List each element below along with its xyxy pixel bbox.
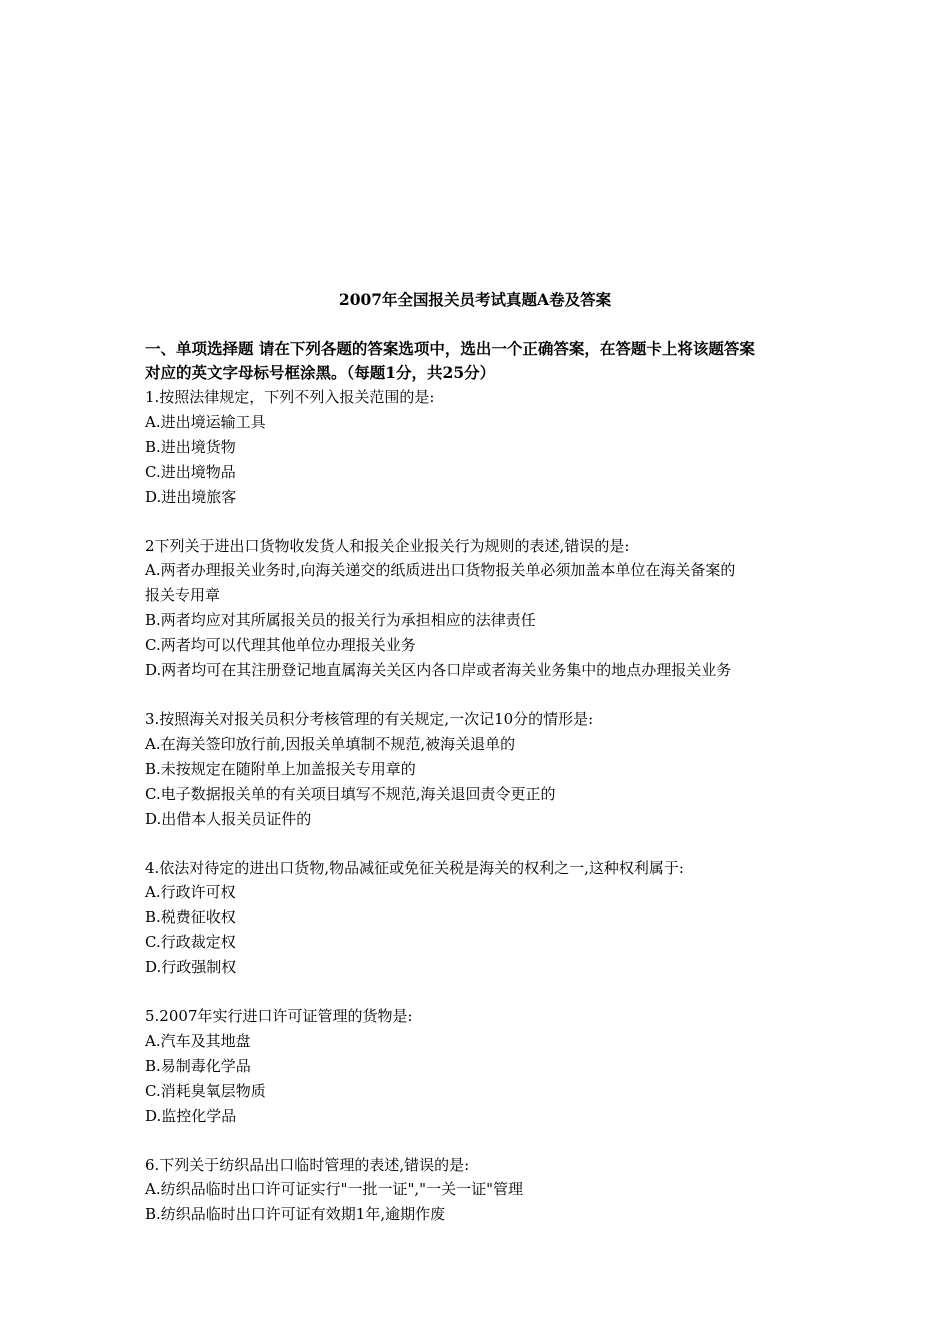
question-option: A.两者办理报关业务时,向海关递交的纸质进出口货物报关单必须加盖本单位在海关备案的 (145, 561, 736, 580)
question-option: C.进出境物品 (145, 462, 236, 481)
question-3 (145, 707, 825, 832)
question-option: C.行政裁定权 (145, 933, 236, 952)
question-option: D.进出境旅客 (145, 487, 237, 506)
question-stem: 3.按照海关对报关员积分考核管理的有关规定,一次记10分的情形是: (145, 709, 594, 728)
question-option: B.未按规定在随附单上加盖报关专用章的 (145, 759, 416, 778)
question-option: C.两者均可以代理其他单位办理报关业务 (145, 636, 416, 655)
question-option: A.进出境运输工具 (145, 412, 266, 431)
question-option: A.汽车及其地盘 (145, 1031, 251, 1050)
question-option: D.监控化学品 (145, 1106, 237, 1125)
question-option: B.税费征收权 (145, 908, 236, 927)
question-stem: 6.下列关于纺织品出口临时管理的表述,错误的是: (145, 1155, 470, 1174)
section-heading-line: 对应的英文字母标号框涂黑。（每题1分，共25分） (145, 363, 496, 382)
question-1 (145, 385, 825, 510)
question-option: A.纺织品临时出口许可证实行"一批一证","一关一证"管理 (145, 1180, 523, 1199)
question-2 (145, 534, 825, 683)
question-option: D.两者均可在其注册登记地直属海关关区内各口岸或者海关业务集中的地点办理报关业务 (145, 661, 732, 680)
question-5 (145, 1004, 825, 1129)
question-stem: 2下列关于进出口货物收发货人和报关企业报关行为规则的表述,错误的是: (145, 536, 630, 555)
question-option: B.纺织品临时出口许可证有效期1年,逾期作废 (145, 1205, 446, 1224)
question-option: B.两者均应对其所属报关员的报关行为承担相应的法律责任 (145, 611, 536, 630)
question-option: B.进出境货物 (145, 437, 236, 456)
question-option: C.消耗臭氧层物质 (145, 1081, 266, 1100)
question-6 (145, 1153, 825, 1228)
question-option: A.在海关签印放行前,因报关单填制不规范,被海关退单的 (145, 734, 516, 753)
question-stem: 4.依法对待定的进出口货物,物品减征或免征关税是海关的权利之一,这种权利属于: (145, 858, 684, 877)
section-heading-line: 一、单项选择题 请在下列各题的答案选项中，选出一个正确答案，在答题卡上将该题答案 (145, 339, 755, 358)
question-option: C.电子数据报关单的有关项目填写不规范,海关退回责令更正的 (145, 784, 556, 803)
question-option: B.易制毒化学品 (145, 1056, 251, 1075)
document-title: 2007年全国报关员考试真题A卷及答案 (338, 290, 612, 309)
question-option: A.行政许可权 (145, 883, 236, 902)
document-body (145, 337, 825, 1251)
question-option-continuation: 报关专用章 (145, 586, 221, 605)
question-stem: 1.按照法律规定，下列不列入报关范围的是: (145, 388, 435, 406)
question-4 (145, 856, 825, 981)
question-option: D.出借本人报关员证件的 (145, 809, 312, 828)
question-stem: 5.2007年实行进口许可证管理的货物是: (145, 1007, 413, 1026)
question-option: D.行政强制权 (145, 958, 237, 977)
section-heading (145, 337, 825, 385)
